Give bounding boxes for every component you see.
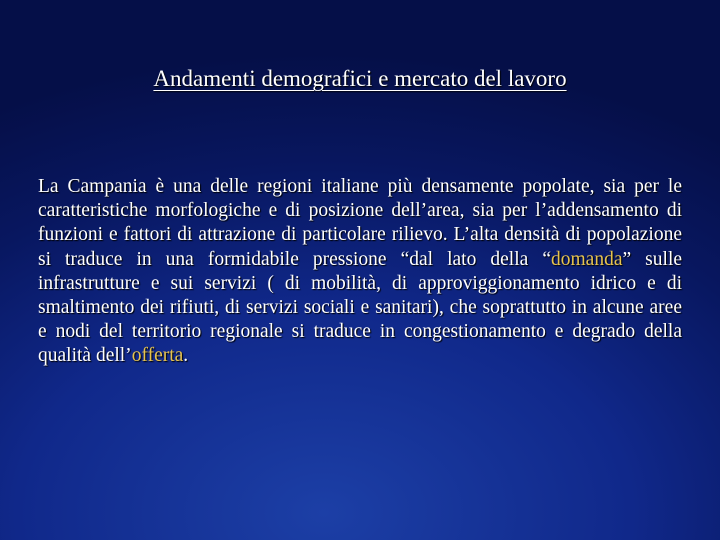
paragraph-text-part-3: . [183,345,189,367]
paragraph-text-part-1: La Campania è una delle regioni italiane più densamente popolate, sia per le caratteristiche morfologiche e di posizione dell’area, sia per l’addensamento di funzioni e fattori di attrazione di particolare rilievo. L’alta densità di popolazione si traduce in una formidabile pressione “dal lato della “ [38,176,682,270]
slide-title: Andamenti demografici e mercato del lavoro [153,66,567,91]
highlight-offerta: offerta [131,345,184,367]
paragraph-text-part-2: ” sulle infrastrutture e sui servizi ( di mobilità, di approviggionamento idrico e di smaltimento dei rifiuti, di servizi sociali e sanitari), che soprattutto in alcune aree e nodi del territorio regionale si traduce in congestionamento e degrado della qualità dell’ [38,248,683,367]
slide-body-paragraph [38,175,682,369]
highlight-domanda: domanda [551,248,623,270]
